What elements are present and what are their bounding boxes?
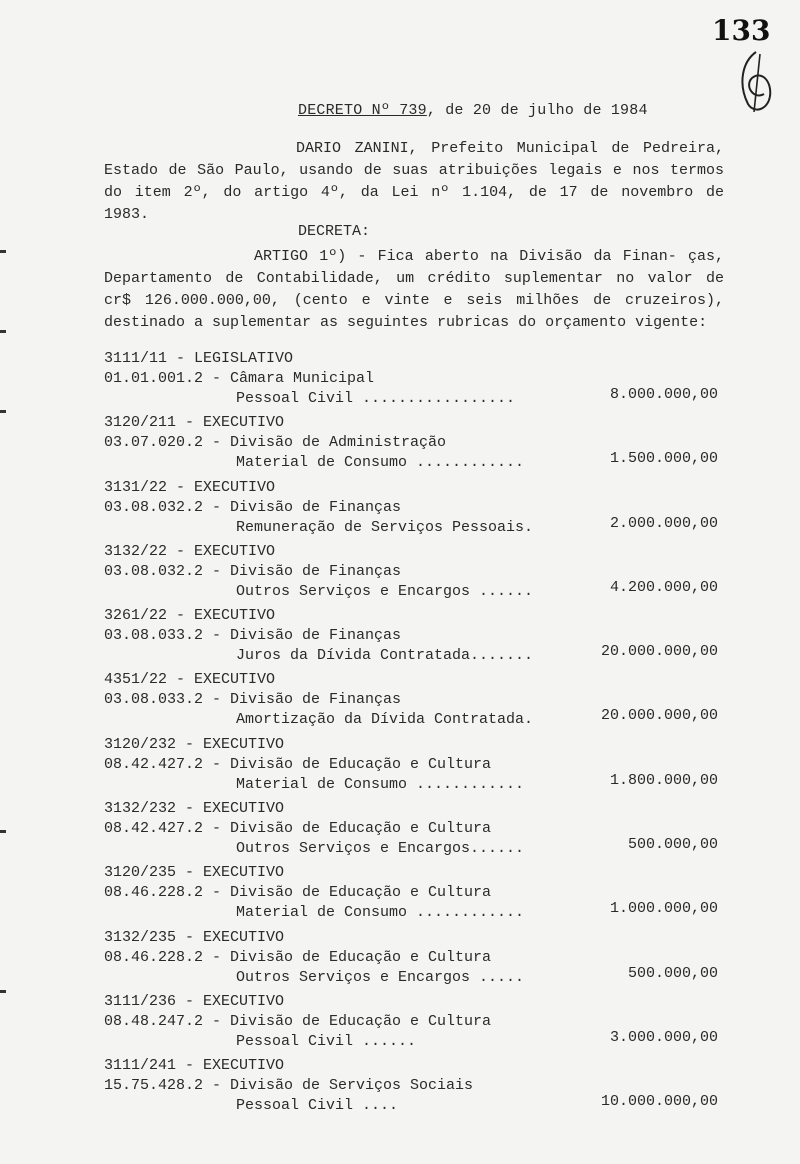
budget-item-desc: Amortização da Dívida Contratada. xyxy=(236,711,534,729)
budget-item-code: 3111/11 - LEGISLATIVO xyxy=(104,350,294,367)
budget-item-desc: Outros Serviços e Encargos ..... xyxy=(236,968,525,986)
article-1-start: ARTIGO 1º) - Fica aberto na Divisão da Finan- xyxy=(254,248,677,265)
budget-item-code: 3111/236 - EXECUTIVO xyxy=(104,992,285,1010)
budget-item-code: 3120/232 - EXECUTIVO xyxy=(104,735,285,753)
budget-item-unit: 03.08.033.2 - Divisão de Finanças xyxy=(104,627,402,645)
budget-item-code: 3132/232 - EXECUTIVO xyxy=(104,800,285,818)
budget-item-desc: Pessoal Civil ...... xyxy=(236,1032,417,1050)
budget-item xyxy=(104,864,724,928)
budget-item-amount: 500.000,00 xyxy=(627,964,718,982)
budget-item-desc: Material de Consumo ............ xyxy=(236,775,525,793)
budget-item-code: 3132/22 - EXECUTIVO xyxy=(104,542,276,560)
budget-item-unit: 15.75.428.2 - Divisão de Serviços Sociais xyxy=(104,1077,474,1095)
budget-item-desc: Outros Serviços e Encargos ...... xyxy=(236,582,534,600)
budget-item-amount: 20.000.000,00 xyxy=(600,643,718,661)
budget-item-amount: 500.000,00 xyxy=(627,836,718,854)
budget-item-code: 4351/22 - EXECUTIVO xyxy=(104,671,276,689)
budget-items-list xyxy=(104,350,724,1122)
budget-item xyxy=(104,350,724,414)
budget-item-amount: 3.000.000,00 xyxy=(609,1028,718,1046)
budget-item-code: 3132/235 - EXECUTIVO xyxy=(104,928,285,946)
budget-item-desc: Pessoal Civil ................. xyxy=(236,390,516,407)
budget-item-unit: 03.08.032.2 - Divisão de Finanças xyxy=(104,562,402,580)
budget-item-code: 3120/211 - EXECUTIVO xyxy=(104,414,285,432)
budget-item-amount: 10.000.000,00 xyxy=(600,1093,718,1111)
budget-item-amount: 8.000.000,00 xyxy=(609,386,718,403)
preamble-line-1: DARIO ZANINI, Prefeito Municipal de Pedreira, xyxy=(296,140,724,157)
preamble-text: Estado de São Paulo, usando de suas atribuições legais e nos termos do item 2º, do artigo 4º, da Lei nº 1.104, de 17 de novembro de 1983. xyxy=(104,162,724,223)
budget-item-amount: 4.200.000,00 xyxy=(609,578,718,596)
scan-edge-mark xyxy=(0,990,6,993)
decree-title xyxy=(298,102,648,119)
budget-item-desc: Outros Serviços e Encargos...... xyxy=(236,840,525,858)
budget-item-unit: 03.08.033.2 - Divisão de Finanças xyxy=(104,691,402,709)
budget-item-desc: Remuneração de Serviços Pessoais. xyxy=(236,518,534,536)
decreta-heading: DECRETA: xyxy=(298,223,371,240)
budget-item-unit: 08.46.228.2 - Divisão de Educação e Cultura xyxy=(104,948,492,966)
budget-item-unit: 08.42.427.2 - Divisão de Educação e Cultura xyxy=(104,755,492,773)
budget-item-desc: Material de Consumo ............ xyxy=(236,904,525,922)
budget-item xyxy=(104,607,724,671)
budget-item-unit: 03.08.032.2 - Divisão de Finanças xyxy=(104,498,402,516)
budget-item-amount: 20.000.000,00 xyxy=(600,707,718,725)
scan-edge-mark xyxy=(0,330,6,333)
budget-item-unit: 08.48.247.2 - Divisão de Educação e Cultura xyxy=(104,1012,492,1030)
budget-item-desc: Pessoal Civil .... xyxy=(236,1097,399,1115)
budget-item-code: 3261/22 - EXECUTIVO xyxy=(104,607,276,625)
budget-item-unit: 01.01.001.2 - Câmara Municipal xyxy=(104,370,375,387)
budget-item-desc: Material de Consumo ............ xyxy=(236,454,525,472)
budget-item-unit: 08.42.427.2 - Divisão de Educação e Cultura xyxy=(104,820,492,838)
budget-item xyxy=(104,993,724,1057)
budget-item-amount: 1.500.000,00 xyxy=(609,450,718,468)
scan-edge-mark xyxy=(0,250,6,253)
budget-item-unit: 08.46.228.2 - Divisão de Educação e Cultura xyxy=(104,884,492,902)
handwritten-initial-icon xyxy=(734,48,778,118)
budget-item-code: 3120/235 - EXECUTIVO xyxy=(104,864,285,882)
article-1-paragraph xyxy=(104,246,724,334)
budget-item xyxy=(104,543,724,607)
budget-item-amount: 1.000.000,00 xyxy=(609,900,718,918)
budget-item xyxy=(104,736,724,800)
article-1-text: ças, Departamento de Contabilidade, um crédito suplementar no valor de cr$ 126.000.000,00, (cento e vinte e seis milhões de cruzeiros), destinado a suplementar as seguintes rubricas do orçamento vigente: xyxy=(104,248,724,331)
page-number: 133 xyxy=(712,14,771,47)
budget-item-code: 3131/22 - EXECUTIVO xyxy=(104,478,276,496)
budget-item-desc: Juros da Dívida Contratada....... xyxy=(236,647,534,665)
budget-item-unit: 03.07.020.2 - Divisão de Administração xyxy=(104,434,447,452)
budget-item xyxy=(104,929,724,993)
budget-item-amount: 2.000.000,00 xyxy=(609,514,718,532)
budget-item xyxy=(104,414,724,478)
budget-item xyxy=(104,1057,724,1121)
budget-item xyxy=(104,800,724,864)
scan-edge-mark xyxy=(0,830,6,833)
budget-item-code: 3111/241 - EXECUTIVO xyxy=(104,1057,285,1075)
budget-item-amount: 1.800.000,00 xyxy=(609,771,718,789)
decree-date: , de 20 de julho de 1984 xyxy=(426,102,648,119)
scan-edge-mark xyxy=(0,410,6,413)
budget-item xyxy=(104,671,724,735)
decree-number: DECRETO Nº 739 xyxy=(298,102,427,119)
budget-item xyxy=(104,479,724,543)
preamble-paragraph xyxy=(104,138,724,226)
